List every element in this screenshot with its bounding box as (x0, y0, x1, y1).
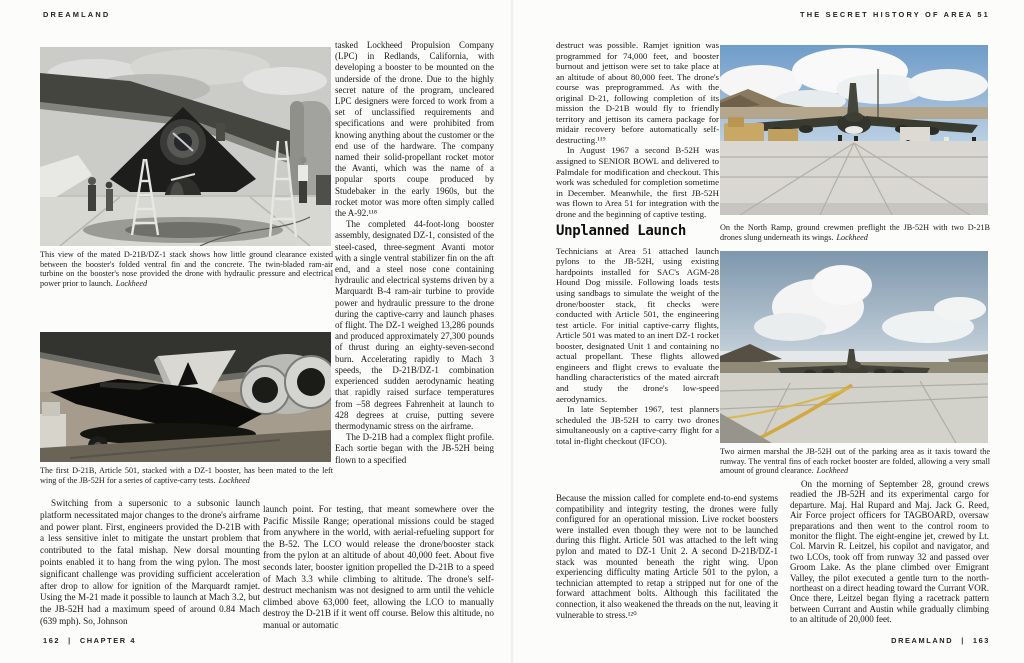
folio-separator: | (68, 636, 72, 645)
running-head-right: THE SECRET HISTORY OF AREA 51 (799, 10, 990, 19)
paragraph: tasked Lockheed Propulsion Company (LPC) in Redlands, California, with developing a booster to be mounted on the underside of the drone. Due to the highly secret nature of the program, uncleared LPC designers were forced to work from a set of unclassified requirements and specifications and were prohibited from knowing anything about the customer or the end use of the hardware. The company named their solid-propellant rocket motor the Avanti, which was the name of a popular sports coupe produced by Studebaker in the early 1960s, but the rocket motor was more often simply called the A-92.¹¹⁸ (335, 40, 494, 219)
page-number: 163 (972, 636, 990, 645)
chapter-label: CHAPTER 4 (79, 636, 137, 645)
running-head-left: DREAMLAND (43, 10, 111, 19)
photo-d21b-dz1-ground-clearance-image (40, 47, 331, 246)
paragraph: In late September 1967, test planners scheduled the JB-52H to carry two drones simultaneously on a captive-carry flight for a total in-flight checkout (IFCO). (556, 404, 719, 446)
photo-jb52h-north-ramp (720, 45, 988, 215)
left-page-bottom-left-column (40, 498, 260, 628)
photo-jb52h-north-ramp-image (720, 45, 988, 215)
right-page-bottom-left-column (556, 493, 778, 620)
caption-credit: Lockheed (115, 279, 148, 289)
photo-caption-article501-captive-carry (40, 466, 333, 485)
paragraph: On the morning of September 28, ground crews readied the JB-52H and its experimental cargo for departure. Maj. Hal Rupard and Maj. Jack G. Reed, Air Force project officers for TAGBOARD, oversaw preparations and then went to the control room to monitor the flight. The eight-engine jet, crewed by Lt. Col. Marvin R. Leitzel, his copilot and navigator, and two LCOs, took off from runway 32 and passed over Groom Lake. As the plane climbed over Emigrant Valley, the pilot executed a gentle turn to the north-northeast on a direct heading toward the Currant VOR. Once there, Leitzel began flying a racetrack pattern between Currant and Austin while gradually climbing to an altitude of 20,000 feet. (790, 479, 989, 625)
paragraph: Switching from a supersonic to a subsonic launch platform necessitated major changes to the drone's airframe and power plant. First, engineers provided the D-21B with a less sensitive inlet to mitigate the unstart problem that contributed to the fatal mishap. New dorsal mounting points enabled it to hang from the wing pylon. The most significant challenge was providing sufficient acceleration after drop to allow for ignition of the Marquardt ramjet. Using the M-21 made it possible to launch at Mach 3.2, but the JB-52H had a maximum speed of around 0.84 Mach (639 mph). So, Johnson (40, 498, 260, 626)
concrete-ramp (720, 141, 988, 215)
caption-credit: Lockheed (836, 232, 868, 242)
folio-separator: | (961, 636, 965, 645)
paragraph: launch point. For testing, that meant somewhere over the Pacific Missile Range; operational missions could be staged from anywhere in the world, with aerial-refueling support for the B-52. The LCO would release the drone/booster stack from the pylon at an altitude of about 40,000 feet. About five seconds later, booster ignition propelled the D-21B to a speed of Mach 3.3 while climbing to altitude. The drone's self-destruct mechanism was not designed to arm until the vehicle climbed above 63,000 feet, allowing the LCO to manually destroy the D-21B if it went off course. Below this altitude, no manual or automatic (263, 504, 494, 630)
photo-d21b-dz1-ground-clearance (40, 47, 331, 246)
right-page-column1 (556, 40, 719, 446)
paragraph: Technicians at Area 51 attached launch pylons to the JB-52H, using existing hardpoints installed for SAC's AGM-28 Hound Dog missile. Following loads tests using sandbags to simulate the weight of the drone/booster stack, fit checks were conducted with Article 501, the engineering test article. For initial captive-carry flights, Article 501 was mated to an inert DZ-1 rocket booster, designated Unit 1 and containing no actual propellant. These flights allowed engineers and flight crews to evaluate the handling characteristics of the mated aircraft and study the drone's low-speed aerodynamics. (556, 245, 719, 404)
photo-caption-jb52h-north-ramp (720, 223, 990, 242)
caption-credit: Lockheed (816, 466, 849, 476)
paragraph: The completed 44-foot-long booster assembly, designated DZ-1, consisted of the steel-cased, three-segment Avanti motor with a single ventral stabilizer fin on the aft end, and a steel nose cone containing hydraulic and electrical systems driven by a Marquardt B-4 ram-air turbine to provide power and hydraulic pressure to the drone during the captive-carry and launch phases of flight. The DZ-1 weighed 13,286 pounds and produced approximately 27,300 pounds of thrust during an eighty-seven-second burn. Accelerating rapidly to Mach 3 speeds, the D-21B/DZ-1 combination experienced sudden aerodynamic heating that rapidly raised surface temperatures from –58 degrees Fahrenheit at launch to 428 degrees at cruise, putting severe thermodynamic stress on the airframe. (335, 219, 494, 431)
left-page-middle-column (335, 40, 494, 466)
photo-article501-captive-carry-image (40, 332, 331, 462)
page-number: 162 (43, 636, 61, 645)
page-gutter (510, 0, 514, 663)
photo-caption-jb52h-taxiing (720, 447, 990, 476)
photo-caption-d21b-dz1-ground-clearance (40, 250, 333, 289)
photo-article501-captive-carry (40, 332, 331, 462)
paragraph: The D-21B had a complex flight profile. Each sortie began with the JB-52H being flown to a specified (335, 432, 494, 465)
folio-left (43, 636, 136, 645)
caption-text: The first D-21B, Article 501, stacked with a DZ-1 booster, has been mated to the left wing of the JB-52H for a series of captive-carry tests. (40, 466, 333, 485)
caption-credit: Lockheed (218, 475, 250, 485)
caption-text: On the North Ramp, ground crewmen preflight the JB-52H with two D-21B drones slung underneath its wings. (720, 223, 990, 242)
caption-text: This view of the mated D-21B/DZ-1 stack shows how little ground clearance existed between the booster's folded ventral fin and the concrete. The twin-bladed ram-air turbine on the booster's nose provided the drone with hydraulic pressure and electrical power prior to launch. (40, 250, 333, 289)
paragraph: In August 1967 a second B-52H was assigned to SENIOR BOWL and delivered to Palmdale for modification and checkout. This work was scheduled for completion sometime in December. Meanwhile, the first JB-52H was flown to Area 51 for integration with the drone and the beginning of captive testing. (556, 145, 719, 219)
photo-jb52h-taxiing-image (720, 251, 988, 443)
photo-jb52h-taxiing (720, 251, 988, 443)
book-title-label: DREAMLAND (891, 636, 954, 645)
hangar-floor (40, 195, 331, 246)
paragraph: destruct was possible. Ramjet ignition was programmed for 74,000 feet, and booster burnout and jettison were set to take place at an altitude of about 80,000 feet. The drone's course was preprogrammed. As with the original D-21, following completion of its mission the D-21B would fly to friendly territory and jettison its camera package for midair recovery before automatically self-destructing.¹¹⁹ (556, 40, 719, 145)
paragraph: Because the mission called for complete end-to-end systems compatibility and integrity testing, the drones were fully configured for an operational mission. Live rocket boosters were installed even though they were not to be launched during this flight. Article 501 was attached to the left wing pylon and mated to DZ-1 Unit 2. A second D-21B/DZ-1 stack was mounted beneath the right wing. Upon experiencing difficulty mating Article 501 to the pylon, a technician attempted to retap a stripped nut for one of the forward attachment bolts. Although this facilitated the connection, it also weakened the threads on the nut, leaving it vulnerable to stress.¹²⁰ (556, 493, 778, 620)
section-heading-unplanned-launch: Unplanned Launch (556, 223, 687, 240)
left-page-bottom-right-column (263, 504, 494, 632)
right-page-bottom-right-column (790, 479, 989, 625)
caption-text: Two airmen marshal the JB-52H out of the parking area as it taxis toward the runway. The ventral fins of each rocket booster are folded, allowing a very small amount of ground clearance. (720, 447, 990, 476)
concrete-taxiway (720, 373, 988, 443)
folio-right (891, 636, 990, 645)
